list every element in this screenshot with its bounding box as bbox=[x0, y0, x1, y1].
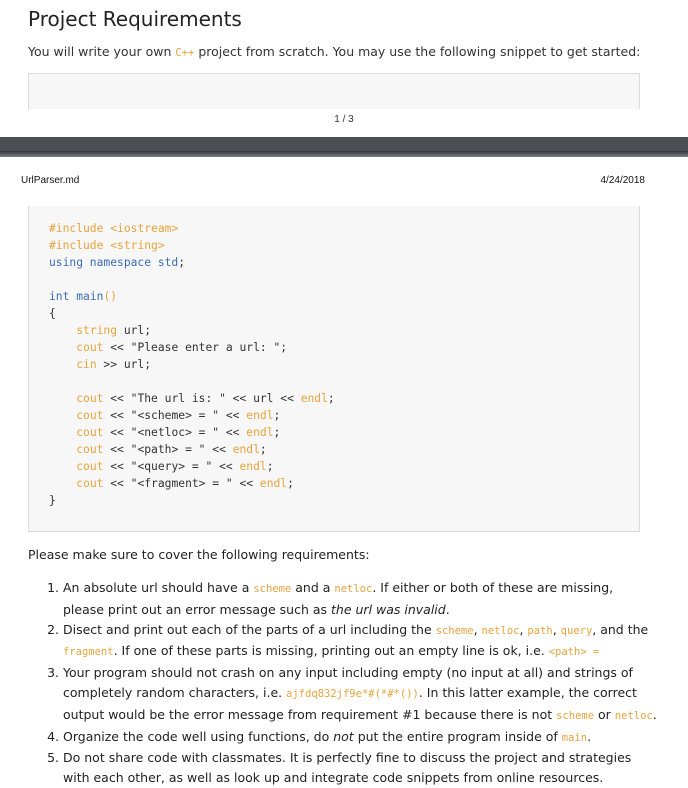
requirements-list bbox=[28, 578, 658, 788]
list-item: 3. Your program should not crash on any input including empty (no input at all) and strings of completely random characters, i.e. ajfdq832jf9e*#(*#*()). In this latter example, the correct output would be the error message from requirement #1 because there is not scheme or netloc. bbox=[63, 663, 658, 726]
inline-code-cpp: C++ bbox=[175, 47, 195, 59]
page-separator bbox=[0, 137, 688, 151]
list-item: 5. Do not share code with classmates. It is perfectly fine to discuss the project and strategies with each other, as well as look up and integrate code snippets from online resources. bbox=[63, 748, 658, 788]
page-separator-shadow bbox=[0, 151, 688, 157]
requirements-heading: Please make sure to cover the following requirements: bbox=[28, 547, 370, 562]
list-item: 2. Disect and print out each of the parts of a url including the scheme, netloc, path, query, and the fragment. If one of these parts is missing, printing out an empty line is ok, i.e. <path> = bbox=[63, 620, 658, 664]
page-number: 1 / 3 bbox=[334, 114, 354, 125]
document-date: 4/24/2018 bbox=[600, 175, 645, 186]
code-listing: #include <iostream> #include <string> using namespace std; int main() { string url; cout << "Please enter a url: "; cin >> url; cout << "The url is: " << url << endl; cout << "<scheme> = " << endl; cout << "<netloc> = " << endl; cout << "<path> = " << endl; cout << "<query> = " << endl; cout << "<fragment> = " << endl; } bbox=[49, 222, 335, 507]
page-title: Project Requirements bbox=[28, 7, 242, 31]
code-block bbox=[28, 206, 640, 532]
document-filename: UrlParser.md bbox=[21, 175, 80, 186]
page-one bbox=[0, 0, 688, 137]
list-item: 4. Organize the code well using functions, do not put the entire program inside of main. bbox=[63, 727, 658, 749]
intro-paragraph: You will write your own C++ project from scratch. You may use the following snippet to get started: bbox=[28, 44, 641, 59]
list-item: 1. An absolute url should have a scheme and a netloc. If either or both of these are missing, please print out an error message such as the url was invalid. bbox=[63, 578, 658, 620]
code-block-start bbox=[28, 73, 640, 109]
